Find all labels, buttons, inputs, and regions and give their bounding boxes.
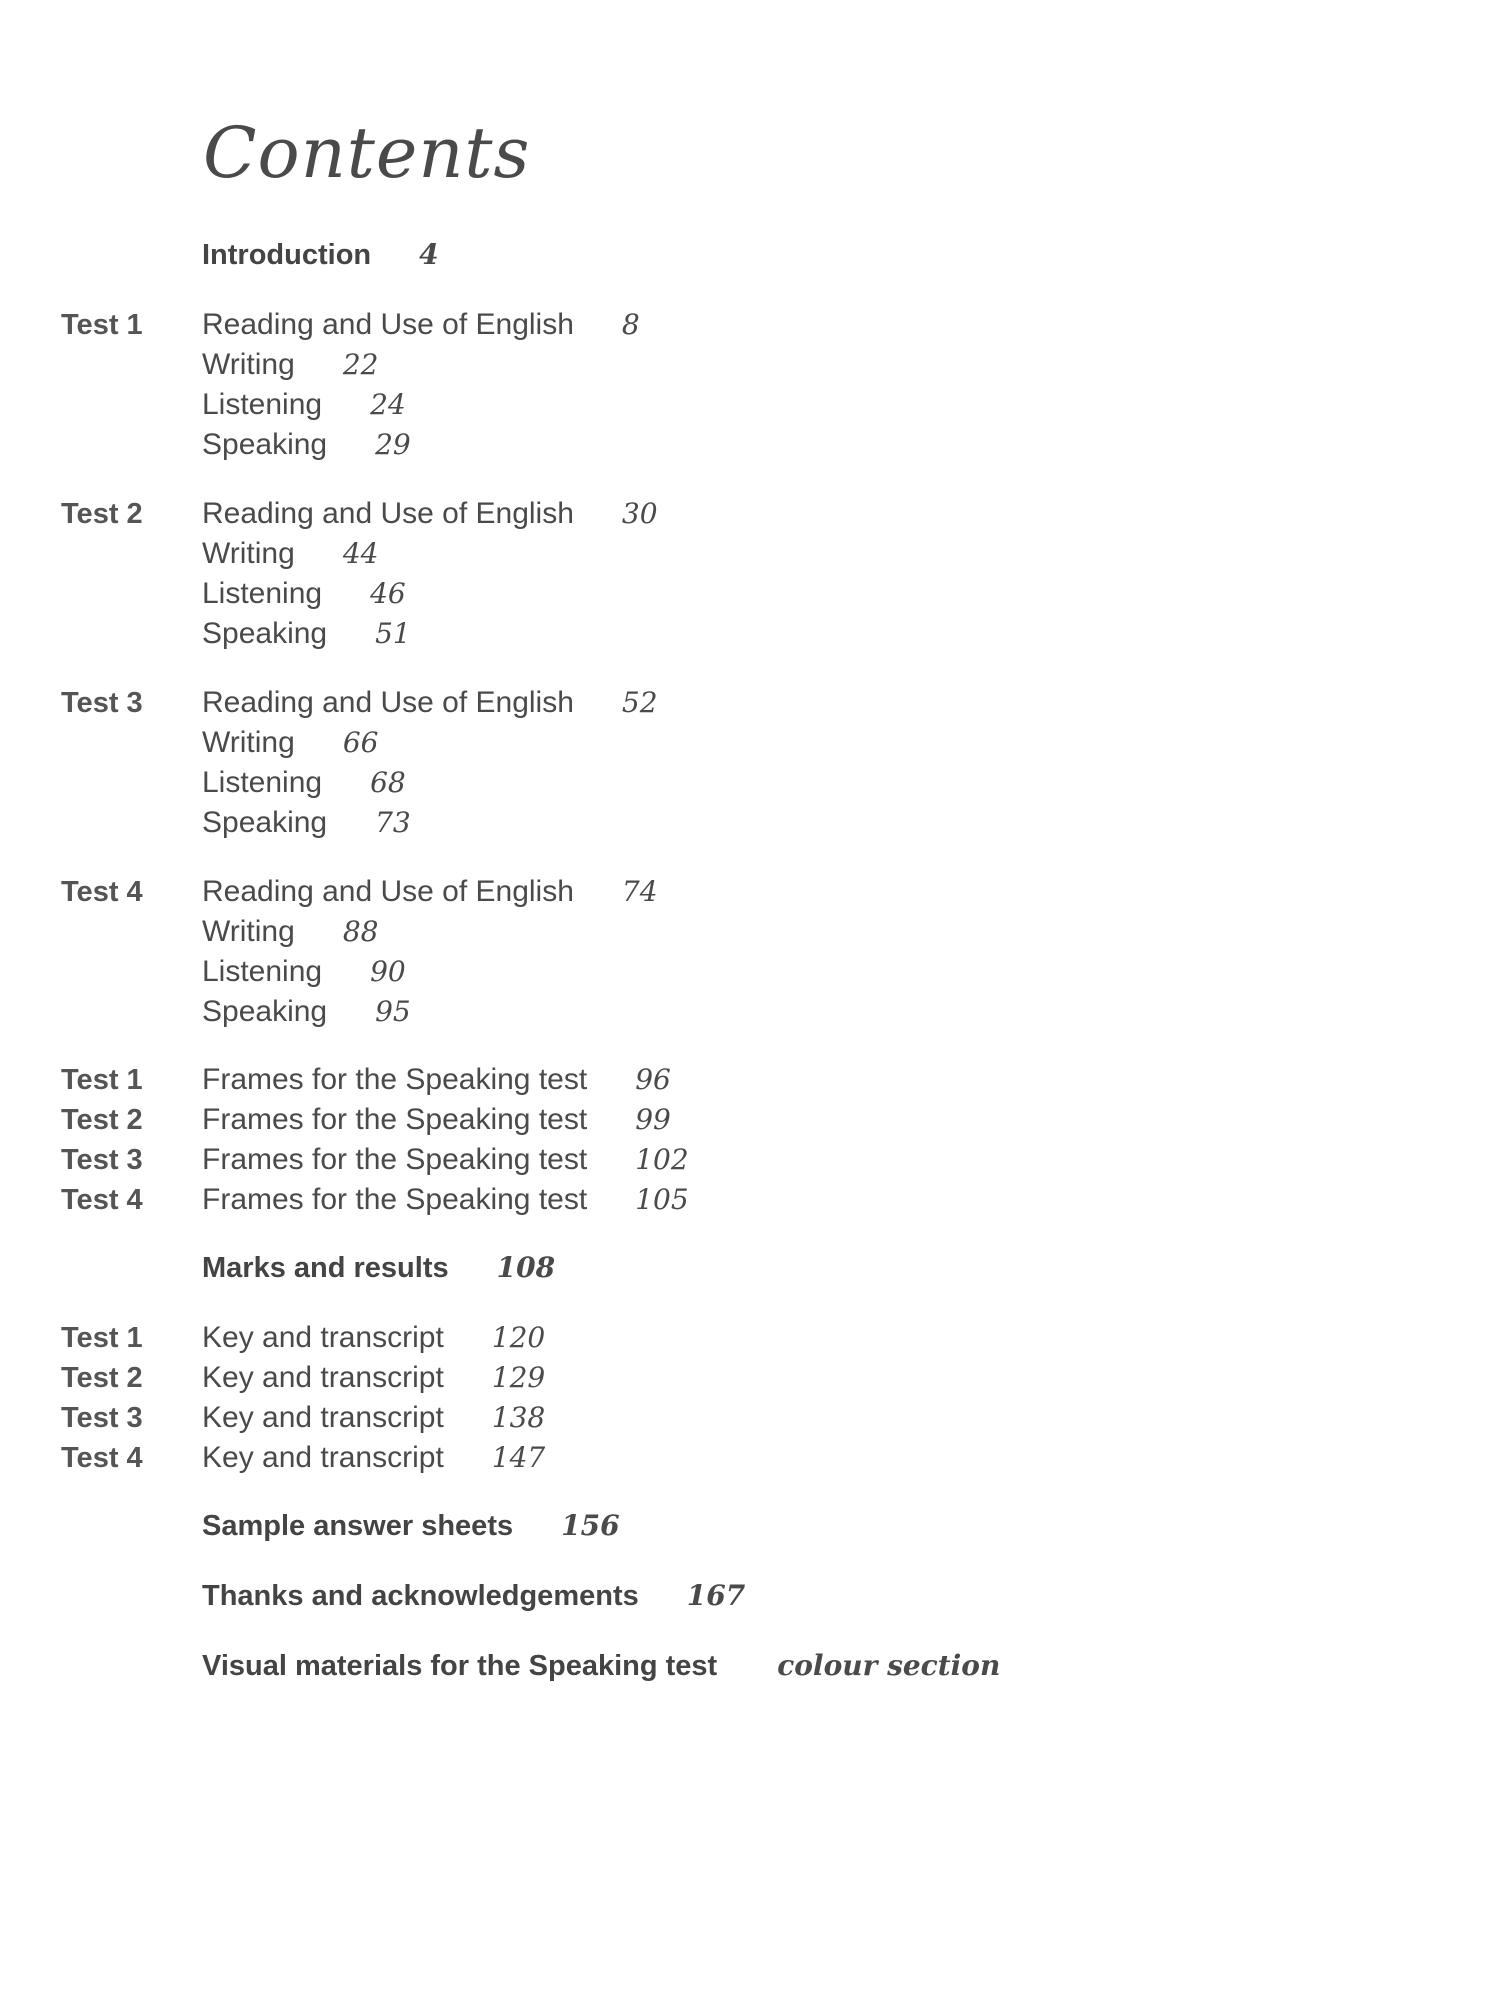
entry-label: Introduction (202, 239, 372, 271)
toc-entry[interactable] (202, 1100, 671, 1140)
entry-label: Writing (202, 915, 295, 948)
toc-entry[interactable] (202, 1060, 671, 1100)
toc-entry[interactable] (202, 992, 411, 1032)
entry-label: Listening (202, 955, 323, 988)
keys-group (0, 1318, 1497, 1478)
page-number: 52 (621, 686, 658, 719)
entry-label: Key and transcript (202, 1441, 444, 1474)
entry-label: Speaking (202, 806, 328, 839)
entry-label: Speaking (202, 428, 328, 461)
test-label: Test 4 (61, 1442, 143, 1474)
entry-label: Frames for the Speaking test (202, 1063, 588, 1096)
entry-label: Speaking (202, 617, 328, 650)
entry-label: Marks and results (202, 1252, 449, 1284)
toc-entry[interactable] (202, 1506, 620, 1546)
entry-label: Visual materials for the Speaking test (202, 1650, 718, 1682)
toc-entry[interactable] (202, 1438, 545, 1478)
entry-label: Frames for the Speaking test (202, 1143, 588, 1176)
page-number: 73 (375, 806, 411, 839)
page-number: 138 (491, 1401, 546, 1434)
toc-entry[interactable] (202, 872, 658, 912)
entry-label: Key and transcript (202, 1361, 444, 1394)
test-group (0, 305, 1497, 465)
entry-label: Reading and Use of English (202, 308, 574, 341)
test-group (0, 872, 1497, 1032)
toc-entry[interactable] (202, 1248, 555, 1288)
entry-label: Frames for the Speaking test (202, 1103, 588, 1136)
page-number: colour section (777, 1649, 1001, 1682)
page-number: 8 (621, 308, 640, 341)
page-number: 96 (635, 1063, 671, 1096)
entry-label: Reading and Use of English (202, 497, 574, 530)
page-number: 66 (342, 726, 379, 759)
page-number: 147 (491, 1441, 546, 1474)
toc-entry[interactable] (202, 1358, 545, 1398)
entry-label: Listening (202, 577, 323, 610)
entry-label: Speaking (202, 995, 328, 1028)
toc-entry[interactable] (202, 494, 658, 534)
page-number: 4 (419, 238, 439, 271)
toc-entry[interactable] (202, 305, 640, 345)
page-number: 105 (635, 1183, 689, 1216)
test-label: Test 3 (61, 1144, 143, 1176)
page-number: 22 (342, 348, 379, 381)
thanks-entry-group (0, 1576, 1497, 1616)
page-number: 88 (342, 915, 379, 948)
page-number: 99 (635, 1103, 671, 1136)
test-label: Test 2 (61, 1104, 143, 1136)
test-label: Test 4 (61, 1184, 143, 1216)
toc-entry[interactable] (202, 1318, 545, 1358)
test-group (0, 494, 1497, 654)
toc-entry[interactable] (202, 1140, 689, 1180)
entry-label: Sample answer sheets (202, 1510, 514, 1542)
frames-group (0, 1060, 1497, 1220)
sample-entry-group (0, 1506, 1497, 1546)
test-label: Test 2 (61, 498, 143, 530)
toc-entry[interactable] (202, 912, 378, 952)
test-label: Test 2 (61, 1362, 143, 1394)
marks-entry-group (0, 1248, 1497, 1288)
test-label: Test 1 (61, 309, 143, 341)
toc-entry[interactable] (202, 803, 411, 843)
toc-entry[interactable] (202, 614, 411, 654)
page-number: 30 (621, 497, 658, 530)
entry-label: Listening (202, 388, 323, 421)
page-number: 90 (370, 955, 406, 988)
toc-entry[interactable] (202, 1646, 1000, 1686)
toc-entry[interactable] (202, 683, 658, 723)
introduction-entry (0, 235, 1497, 275)
toc-entry[interactable] (202, 345, 378, 385)
page-number: 51 (375, 617, 411, 650)
test-label: Test 1 (61, 1064, 143, 1096)
toc-entry[interactable] (202, 1398, 545, 1438)
page-number: 167 (686, 1579, 746, 1612)
entry-label: Reading and Use of English (202, 686, 574, 719)
test-group (0, 683, 1497, 843)
page-number: 29 (375, 428, 411, 461)
page-number: 44 (342, 537, 379, 570)
page-number: 95 (375, 995, 411, 1028)
test-label: Test 1 (61, 1322, 143, 1354)
toc-entry[interactable] (202, 385, 406, 425)
toc-entry[interactable] (202, 952, 406, 992)
test-label: Test 4 (61, 876, 143, 908)
entry-label: Key and transcript (202, 1401, 444, 1434)
test-label: Test 3 (61, 1402, 143, 1434)
toc-entry[interactable] (202, 534, 378, 574)
entry-label: Writing (202, 537, 295, 570)
entry-label: Writing (202, 348, 295, 381)
page-number: 120 (491, 1321, 546, 1354)
entry-label: Reading and Use of English (202, 875, 574, 908)
entry-label: Frames for the Speaking test (202, 1183, 588, 1216)
page-number: 129 (491, 1361, 546, 1394)
toc-entry[interactable] (202, 763, 406, 803)
visual-entry-group (0, 1646, 1497, 1686)
toc-entry[interactable] (202, 574, 406, 614)
page-number: 156 (561, 1509, 620, 1542)
entry-label: Key and transcript (202, 1321, 444, 1354)
test-label: Test 3 (61, 687, 143, 719)
page-number: 108 (496, 1251, 556, 1284)
toc-entry[interactable] (202, 723, 378, 763)
entry-label: Listening (202, 766, 323, 799)
entry-label: Thanks and acknowledgements (202, 1580, 639, 1612)
toc-entry[interactable] (202, 1576, 745, 1616)
page-number: 74 (621, 875, 658, 908)
entry-label: Writing (202, 726, 295, 759)
page-title: Contents (203, 112, 531, 194)
toc-entry[interactable] (202, 1180, 689, 1220)
page-number: 24 (370, 388, 406, 421)
toc-entry[interactable] (202, 425, 411, 465)
page-number: 46 (370, 577, 406, 610)
page-number: 102 (635, 1143, 689, 1176)
toc-entry[interactable] (202, 235, 439, 275)
page-number: 68 (370, 766, 406, 799)
